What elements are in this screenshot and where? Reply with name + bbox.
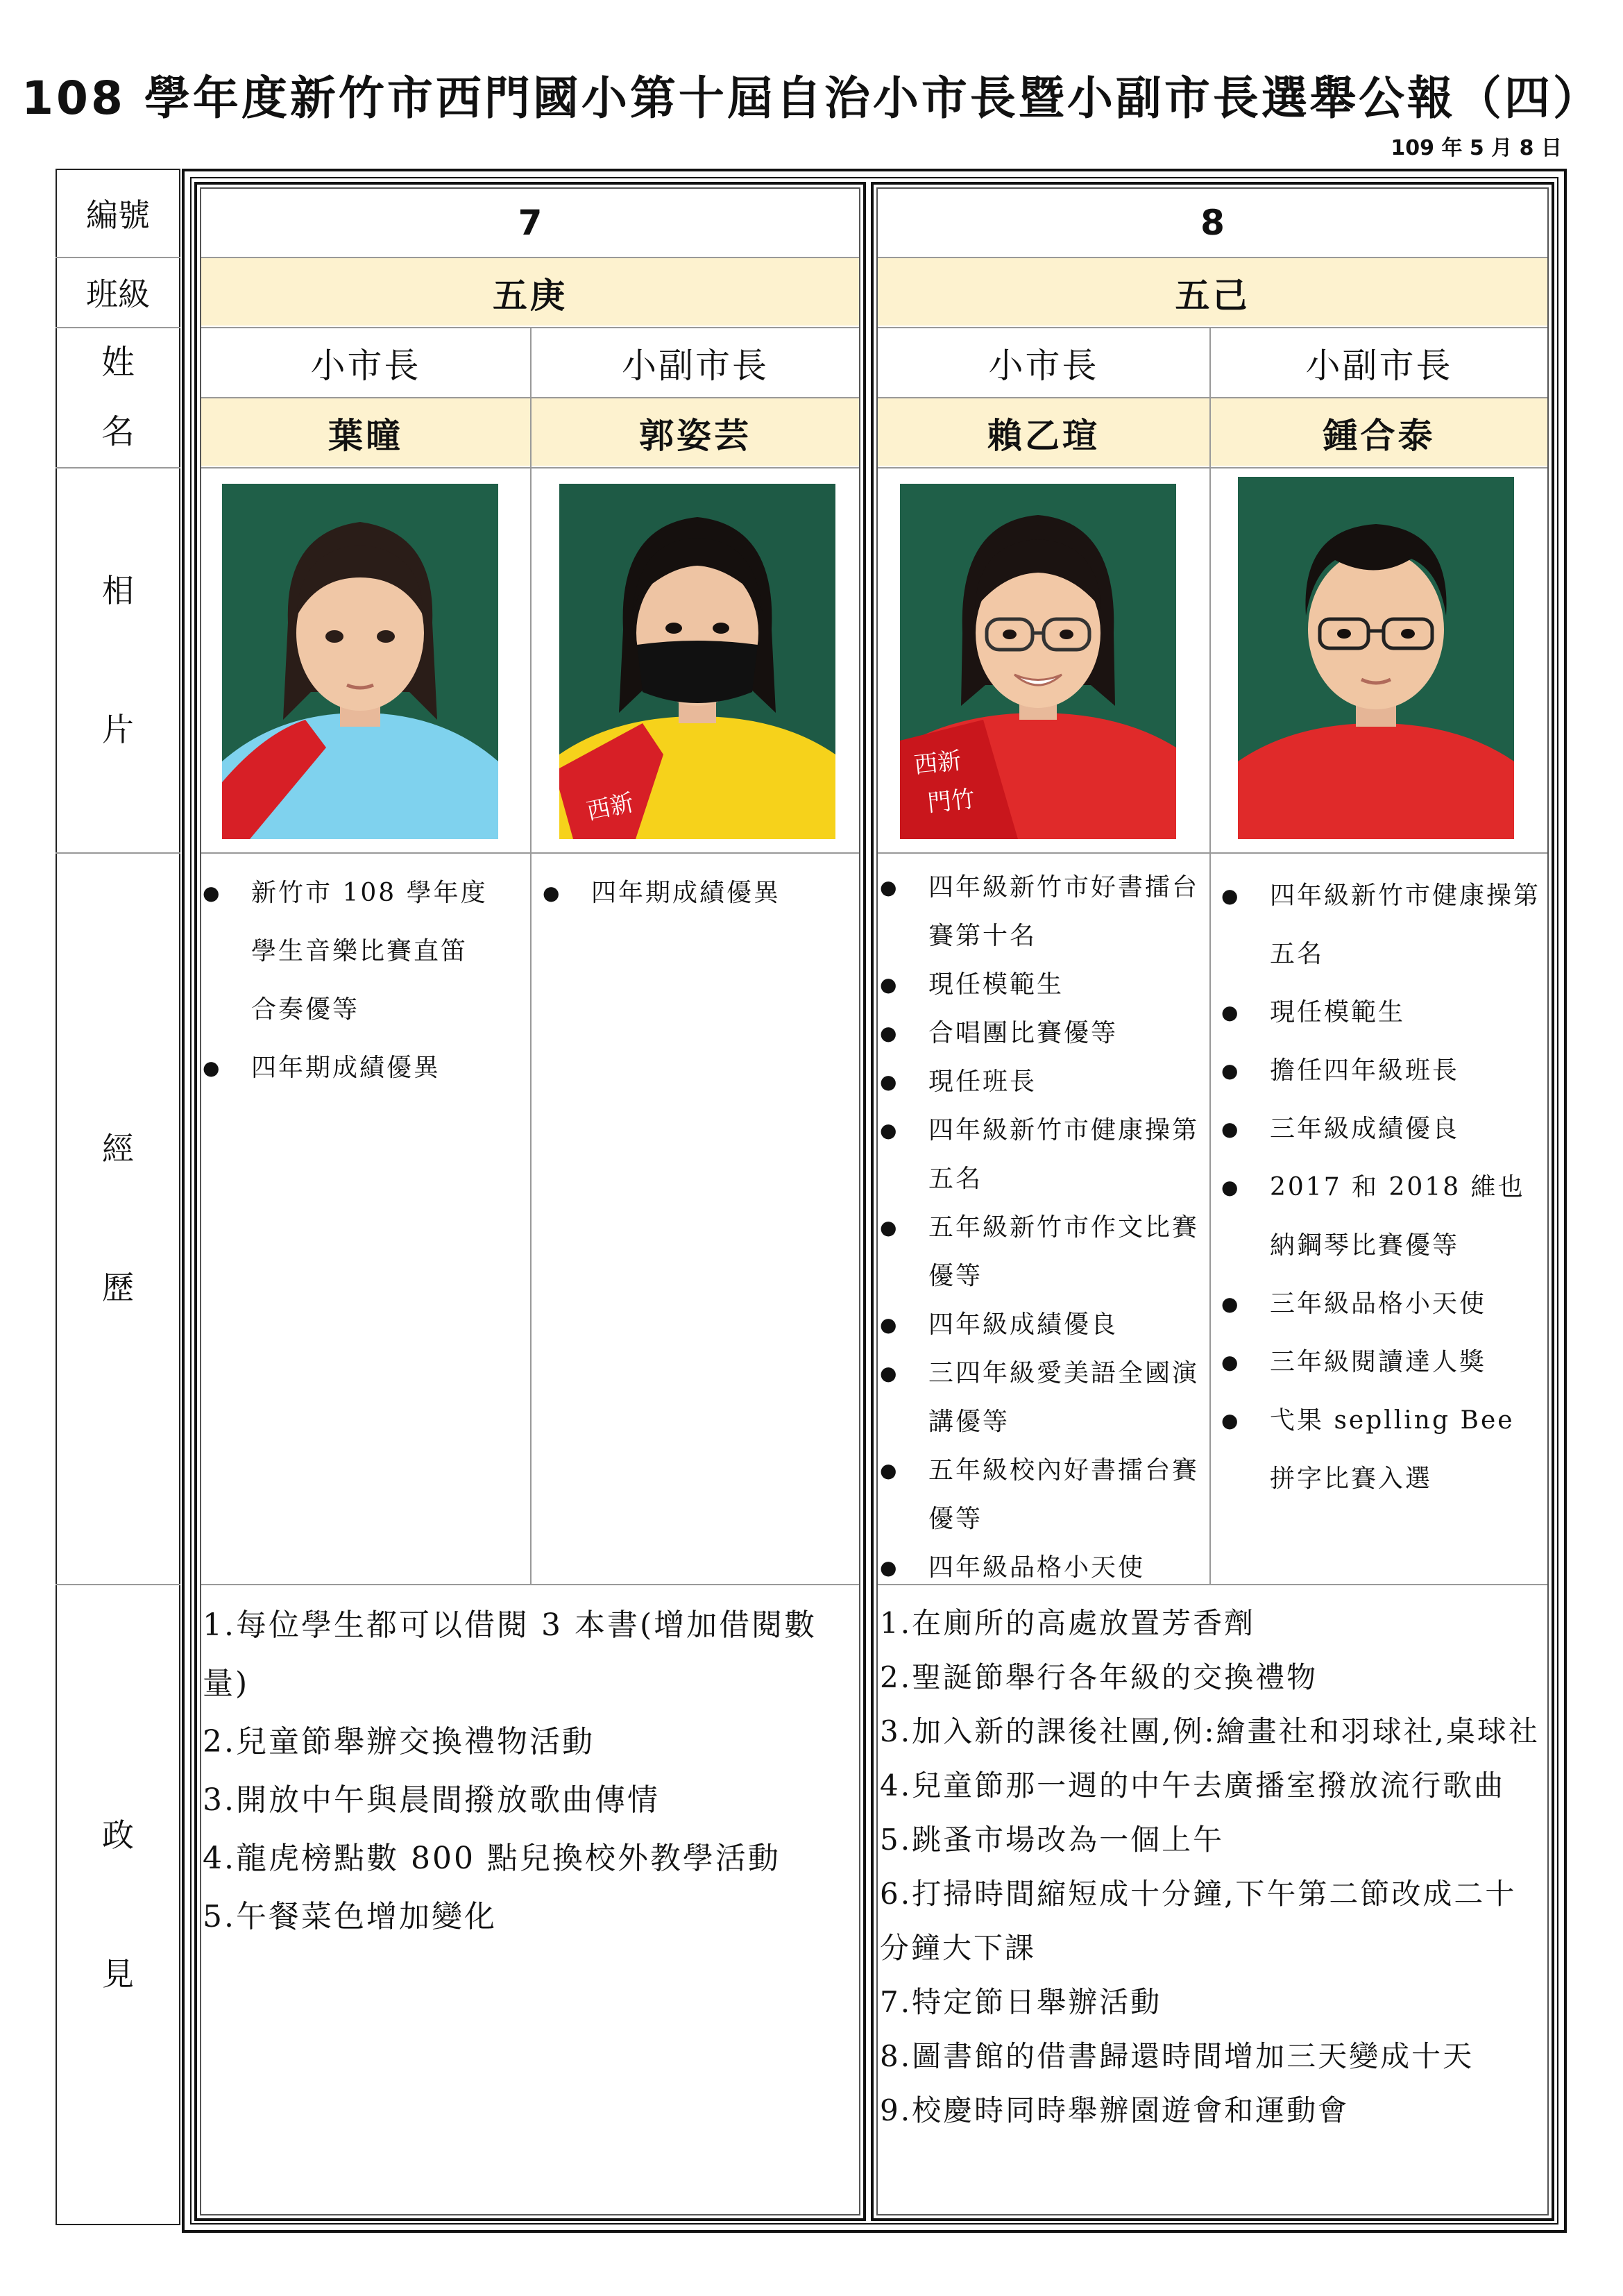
team-7-vice-role: 小副市長 xyxy=(622,345,769,386)
list-item: ● 四年級新竹市好書擂台賽第十名 xyxy=(880,863,1199,961)
list-item: 3.加入新的課後社團,例:繪畫社和羽球社,桌球社 xyxy=(880,1714,1540,1748)
list-item: ● 三年級閱讀達人獎 xyxy=(1221,1333,1540,1392)
list-item: ● 四年級新竹市健康操第五名 xyxy=(880,1106,1199,1204)
list-item: ● 五年級新竹市作文比賽優等 xyxy=(880,1204,1199,1301)
list-item: 2.聖誕節舉行各年級的交換禮物 xyxy=(880,1660,1318,1694)
list-item: ● 四年期成績優異 xyxy=(543,864,841,922)
page-title: 108 學年度新竹市西門國小第十屆自治小市長暨小副市長選舉公報（四） xyxy=(22,71,1601,125)
list-item: ● 現任模範生 xyxy=(880,961,1199,1009)
list-item: ● 弋果 seplling Bee 拼字比賽入選 xyxy=(1221,1392,1540,1508)
list-item: ● 合唱團比賽優等 xyxy=(880,1009,1199,1058)
list-item: ● 四年級新竹市健康操第五名 xyxy=(1221,867,1540,984)
svg-text:門竹: 門竹 xyxy=(926,785,976,818)
list-item: ● 四年級品格小天使 xyxy=(880,1544,1199,1592)
issue-date: 109 年 5 月 8 日 xyxy=(1391,136,1562,160)
list-item: ● 現任班長 xyxy=(880,1058,1199,1106)
team-7-mayor-photo xyxy=(222,484,498,839)
team-8-mayor-name: 賴乙瑄 xyxy=(987,414,1100,456)
team-7-vice-name: 郭姿芸 xyxy=(639,414,751,456)
team-7-mayor-name: 葉曈 xyxy=(328,414,403,456)
list-item: 7.特定節日舉辦活動 xyxy=(880,1985,1162,2019)
team-8-mayor-experience xyxy=(880,863,1199,1592)
label-class: 班級 xyxy=(86,275,150,313)
label-experience: 經 歷 xyxy=(102,1130,134,1306)
list-item: ● 三年級成績優良 xyxy=(1221,1100,1540,1158)
label-policy: 政 見 xyxy=(102,1816,134,1993)
list-item: 4.兒童節那一週的中午去廣播室撥放流行歌曲 xyxy=(880,1769,1506,1803)
team-7-policies xyxy=(203,1596,855,1946)
team-7-mayor-role: 小市長 xyxy=(310,345,421,386)
team-8-vice-role: 小副市長 xyxy=(1305,345,1453,386)
team-8-mayor-role: 小市長 xyxy=(988,345,1099,386)
list-item: ● 新竹市 108 學年度學生音樂比賽直笛合奏優等 xyxy=(203,864,494,1039)
team-8-vice-experience xyxy=(1221,867,1540,1508)
list-item: 3.開放中午與晨間撥放歌曲傳情 xyxy=(203,1782,660,1818)
label-name: 姓 名 xyxy=(101,343,135,451)
team-8-policies xyxy=(880,1596,1546,2138)
list-item: 8.圖書館的借書歸還時間增加三天變成十天 xyxy=(880,2039,1475,2073)
list-item: 2.兒童節舉辦交換禮物活動 xyxy=(203,1724,595,1759)
list-item: 6.打掃時間縮短成十分鐘,下午第二節改成二十分鐘大下課 xyxy=(880,1877,1517,1965)
team-8-vice-photo xyxy=(1238,477,1514,839)
label-number: 編號 xyxy=(86,196,150,234)
list-item: ● 五年級校內好書擂台賽優等 xyxy=(880,1446,1199,1544)
list-item: ● 擔任四年級班長 xyxy=(1221,1042,1540,1100)
list-item: 9.校慶時同時舉辦園遊會和運動會 xyxy=(880,2093,1350,2127)
team-8-vice-name: 鍾合泰 xyxy=(1323,414,1436,456)
team-8-class: 五己 xyxy=(1175,274,1250,316)
team-7-vice-experience xyxy=(543,864,841,922)
list-item: 1.在廁所的高處放置芳香劑 xyxy=(880,1606,1256,1640)
list-item: 5.午餐菜色增加變化 xyxy=(203,1899,497,1934)
list-item: ● 四年級成績優良 xyxy=(880,1301,1199,1349)
list-item: 5.跳蚤市場改為一個上午 xyxy=(880,1823,1225,1857)
list-item: ● 四年期成績優異 xyxy=(203,1039,494,1097)
team-7-vice-photo xyxy=(559,484,835,839)
list-item: 4.龍虎榜點數 800 點兒換校外教學活動 xyxy=(203,1841,781,1876)
team-8-number: 8 xyxy=(1200,203,1225,243)
team-8-mayor-sash-text: 西新 xyxy=(912,747,963,779)
list-item: 1.每位學生都可以借閱 3 本書(增加借閱數量) xyxy=(203,1607,817,1701)
label-photo: 相 片 xyxy=(102,571,134,748)
team-7-mayor-experience xyxy=(203,864,494,1097)
list-item: ● 現任模範生 xyxy=(1221,984,1540,1042)
list-item: ● 三年級品格小天使 xyxy=(1221,1275,1540,1333)
team-8-mayor-photo xyxy=(900,484,1176,839)
team-7-class: 五庚 xyxy=(493,274,568,316)
list-item: ● 2017 和 2018 維也納鋼琴比賽優等 xyxy=(1221,1158,1540,1275)
list-item: ● 三四年級愛美語全國演講優等 xyxy=(880,1349,1199,1446)
team-7-number: 7 xyxy=(518,203,543,243)
team-7-vice-sash-text: 西新 xyxy=(584,788,636,826)
